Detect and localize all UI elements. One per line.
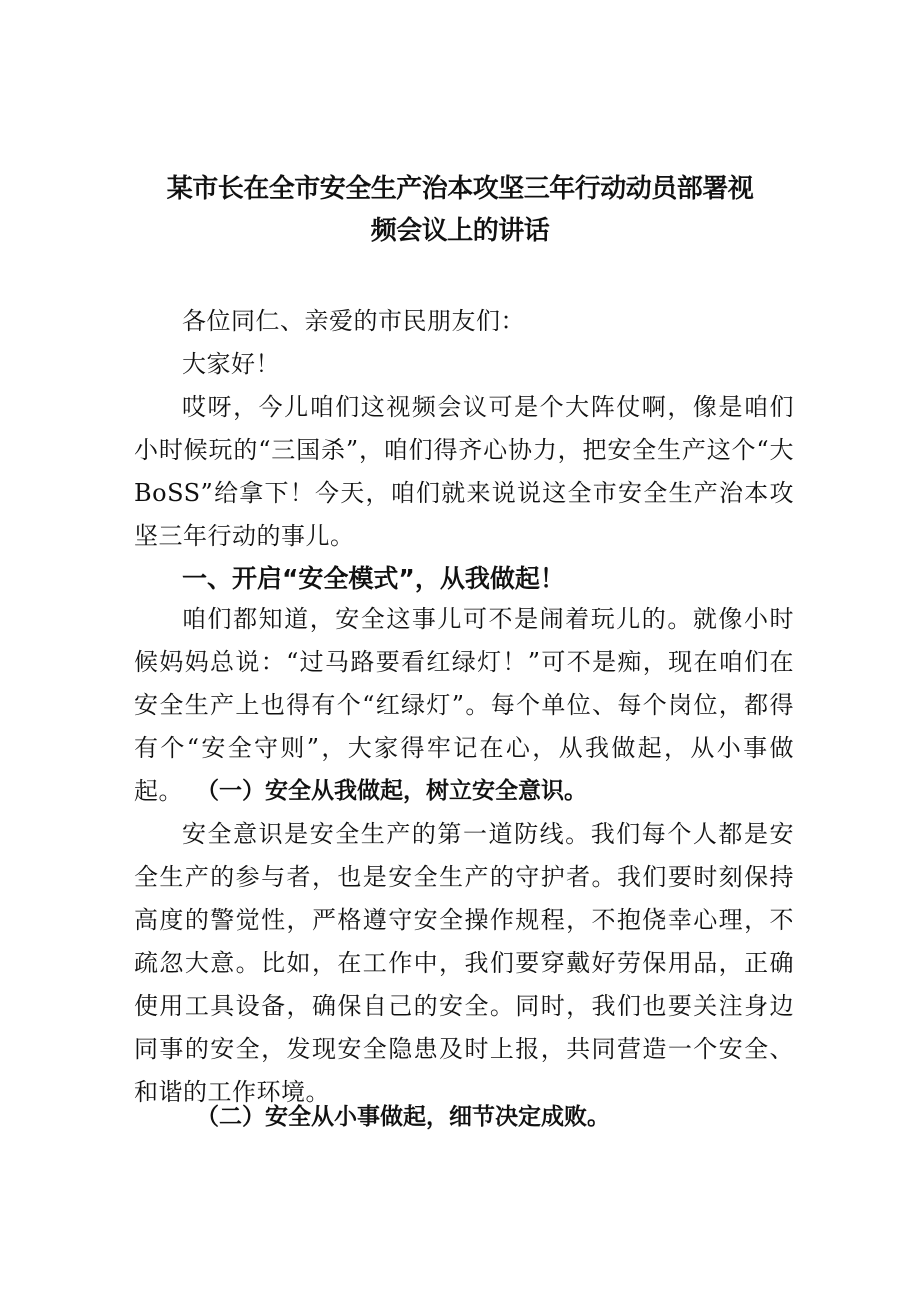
subsection-1-heading: （一）安全从我做起，树立安全意识。 — [196, 777, 587, 804]
document-title-line-1: 某市长在全市安全生产治本攻坚三年行动动员部署视 — [166, 174, 754, 204]
subsection-2-heading: （二）安全从小事做起，细节决定成败。 — [196, 1103, 610, 1130]
section-1-heading: 一、开启“安全模式”，从我做起！ — [182, 564, 565, 593]
subsection-1-paragraph: 安全意识是安全生产的第一道防线。我们每个人都是安全生产的参与者，也是安全生产的守护者。我们要时刻保持高度的警觉性，严格遵守安全操作规程，不抱侥幸心理，不疏忽大意。比如，在工作中，我们要穿戴好劳保用品，正确使用工具设备，确保自己的安全。同时，我们也要关注身边同事的安全，发现安全隐患及时上报，共同营造一个安全、和谐的工作环境。 — [134, 820, 794, 1106]
greeting: 大家好！ — [182, 350, 280, 378]
intro-paragraph: 哎呀，今儿咱们这视频会议可是个大阵仗啊，像是咱们小时候玩的“三国杀”，咱们得齐心协力，把安全生产这个“大BoSS”给拿下！今天，咱们就来说说这全市安全生产治本攻坚三年行动的事儿。 — [134, 393, 794, 550]
salutation: 各位同仁、亲爱的市民朋友们： — [182, 307, 525, 335]
document-title-line-2: 频会议上的讲话 — [370, 216, 550, 246]
section-1-paragraph: 咱们都知道，安全这事儿可不是闹着玩儿的。就像小时候妈妈总说：“过马路要看红绿灯！”可不是痴，现在咱们在安全生产上也得有个“红绿灯”。每个单位、每个岗位，都得有个“安全守则”，大家得牢记在心，从我做起，从小事做起。 — [134, 605, 794, 805]
